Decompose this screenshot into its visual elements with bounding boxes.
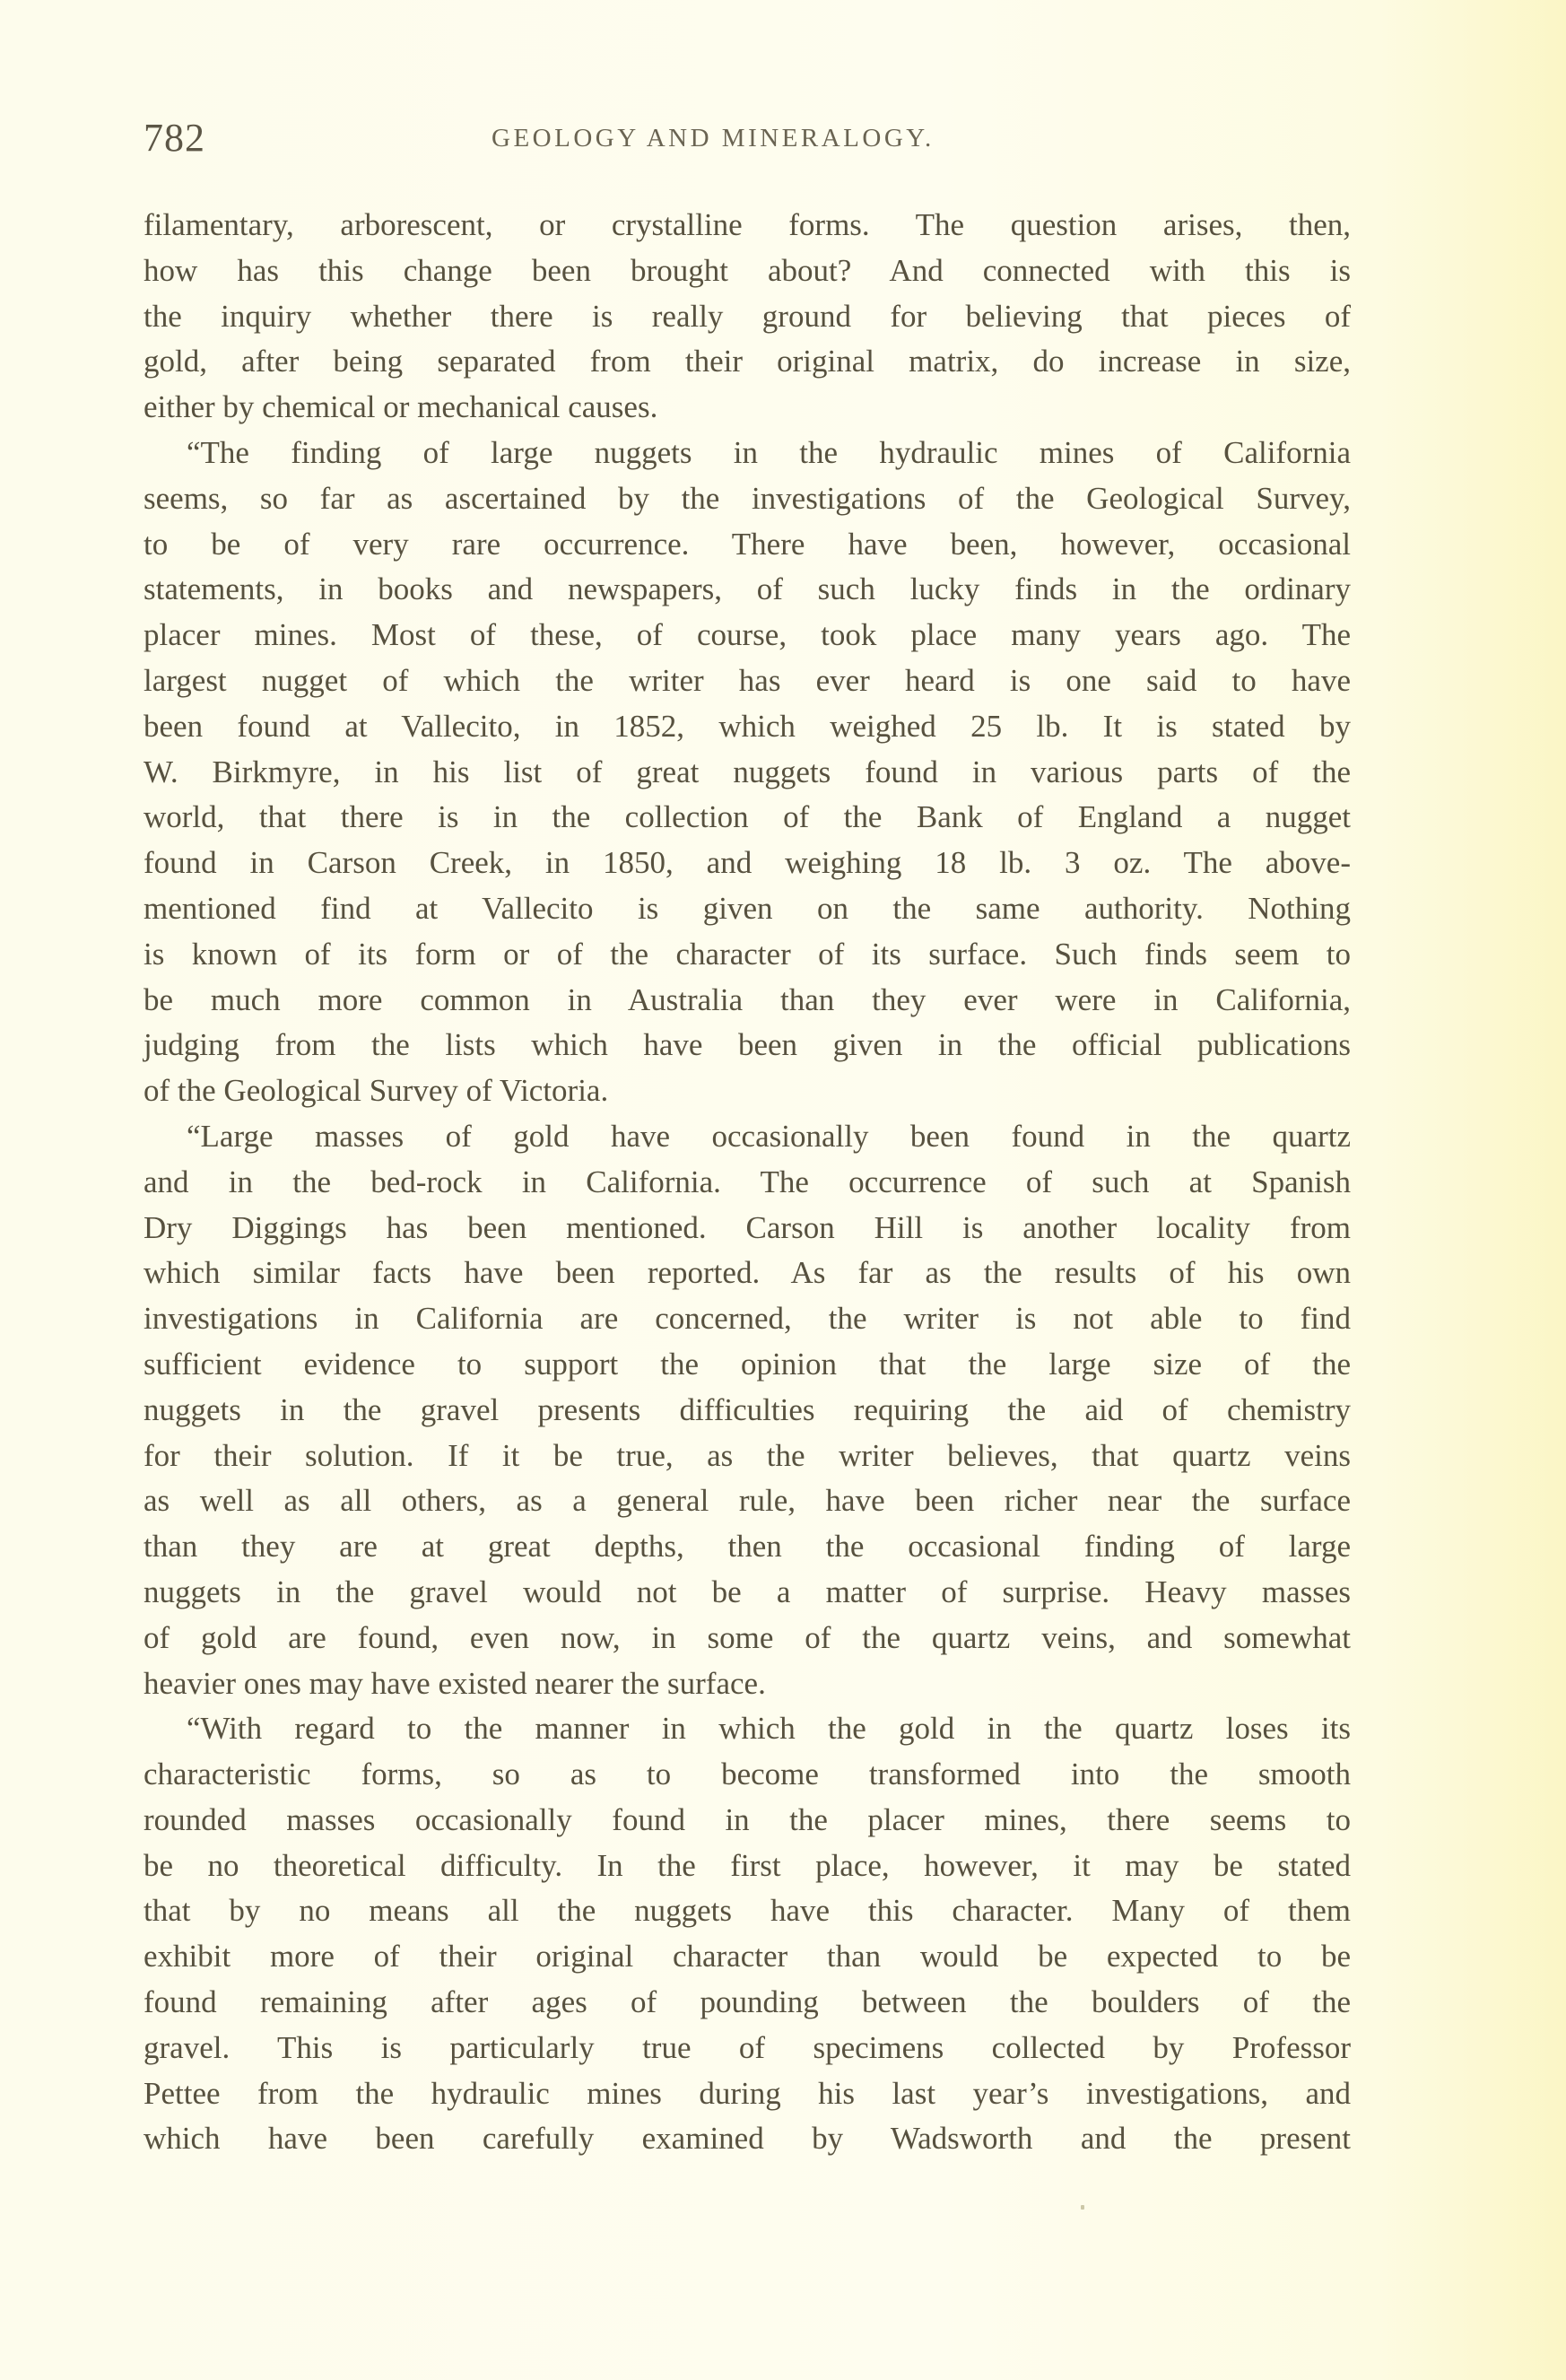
- text-line: mentioned find at Vallecito is given on the same authority. Nothing: [144, 890, 1351, 926]
- text-line: placer mines. Most of these, of course, took place many years ago. The: [144, 617, 1351, 653]
- text-line: which similar facts have been reported. As far as the results of his own: [144, 1255, 1351, 1291]
- text-line: statements, in books and newspapers, of such lucky finds in the ordinary: [144, 571, 1351, 607]
- text-line: world, that there is in the collection of the Bank of England a nugget: [144, 799, 1351, 835]
- text-line: that by no means all the nuggets have this character. Many of them: [144, 1893, 1351, 1929]
- paper-speck: [1081, 2205, 1084, 2210]
- text-line: be much more common in Australia than they ever were in California,: [144, 981, 1351, 1017]
- running-head-title: GEOLOGY AND MINERALOGY.: [492, 124, 935, 153]
- text-line: which have been carefully examined by Wadsworth and the present: [144, 2121, 1351, 2157]
- text-line: characteristic forms, so as to become transformed into the smooth: [144, 1757, 1351, 1792]
- text-line: judging from the lists which have been given in the official publications: [144, 1027, 1351, 1063]
- text-line: as well as all others, as a general rule, have been richer near the surface: [144, 1483, 1351, 1519]
- text-line: of gold are found, even now, in some of the quartz veins, and somewhat: [144, 1619, 1351, 1655]
- text-line: and in the bed-rock in California. The occurrence of such at Spanish: [144, 1164, 1351, 1199]
- text-line: is known of its form or of the character of its surface. Such finds seem to: [144, 936, 1351, 972]
- text-line: to be of very rare occurrence. There have been, however, occasional: [144, 526, 1351, 562]
- text-line: been found at Vallecito, in 1852, which weighed 25 lb. It is stated by: [144, 708, 1351, 744]
- text-line: Pettee from the hydraulic mines during his last year’s investigations, and: [144, 2075, 1351, 2111]
- text-line: found remaining after ages of pounding between the boulders of the: [144, 1984, 1351, 2020]
- text-line: Dry Diggings has been mentioned. Carson Hill is another locality from: [144, 1209, 1351, 1245]
- text-line: sufficient evidence to support the opinion that the large size of the: [144, 1346, 1351, 1382]
- text-line: investigations in California are concerned, the writer is not able to find: [144, 1301, 1351, 1337]
- paragraph-first-line: “The finding of large nuggets in the hydraulic mines of California: [187, 434, 1351, 470]
- text-line: than they are at great depths, then the occasional finding of large: [144, 1529, 1351, 1565]
- text-line: be no theoretical difficulty. In the first place, however, it may be stated: [144, 1847, 1351, 1883]
- text-line: of the Geological Survey of Victoria.: [144, 1073, 609, 1109]
- paragraph-first-line: “Large masses of gold have occasionally been found in the quartz: [187, 1118, 1351, 1154]
- text-line: nuggets in the gravel presents difficulties requiring the aid of chemistry: [144, 1391, 1351, 1427]
- page-number: 782: [144, 116, 205, 160]
- text-line: exhibit more of their original character than would be expected to be: [144, 1939, 1351, 1975]
- text-line: heavier ones may have existed nearer the surface.: [144, 1665, 766, 1701]
- text-line: gravel. This is particularly true of specimens collected by Professor: [144, 2029, 1351, 2065]
- text-line: either by chemical or mechanical causes.: [144, 389, 658, 425]
- text-line: gold, after being separated from their original matrix, do increase in size,: [144, 344, 1351, 379]
- text-line: filamentary, arborescent, or crystalline forms. The question arises, then,: [144, 207, 1351, 242]
- text-line: for their solution. If it be true, as the writer believes, that quartz veins: [144, 1437, 1351, 1473]
- paragraph-first-line: “With regard to the manner in which the gold in the quartz loses its: [187, 1711, 1351, 1747]
- text-line: nuggets in the gravel would not be a matter of surprise. Heavy masses: [144, 1574, 1351, 1609]
- text-line: found in Carson Creek, in 1850, and weighing 18 lb. 3 oz. The above-: [144, 845, 1351, 881]
- text-line: W. Birkmyre, in his list of great nuggets found in various parts of the: [144, 754, 1351, 789]
- text-line: largest nugget of which the writer has ever heard is one said to have: [144, 662, 1351, 698]
- text-line: the inquiry whether there is really ground for believing that pieces of: [144, 298, 1351, 334]
- text-line: seems, so far as ascertained by the investigations of the Geological Survey,: [144, 480, 1351, 516]
- text-line: how has this change been brought about? And connected with this is: [144, 252, 1351, 288]
- text-line: rounded masses occasionally found in the placer mines, there seems to: [144, 1801, 1351, 1837]
- body-text: [144, 203, 1351, 2162]
